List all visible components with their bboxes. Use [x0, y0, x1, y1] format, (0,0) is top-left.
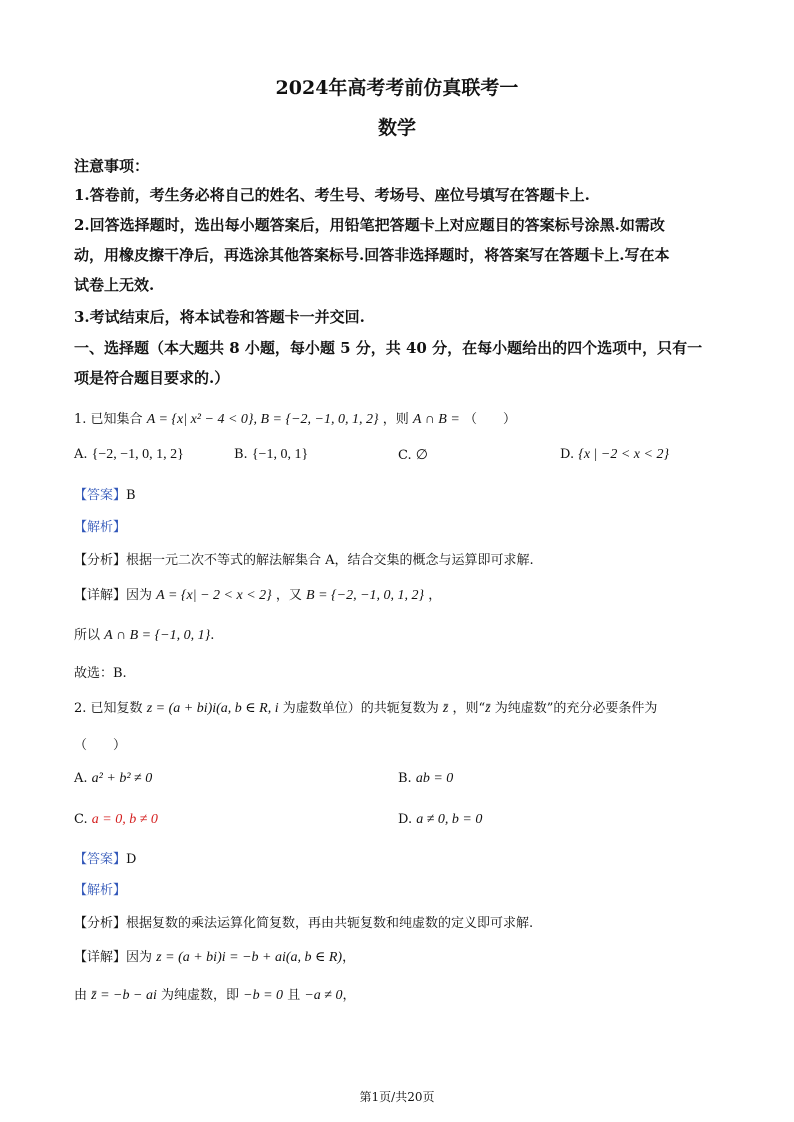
- q1-option-a-label: A.: [74, 447, 88, 462]
- q2-fenxi-text: 根据复数的乘法运算化简复数，再由共轭复数和纯虚数的定义即可求解.: [126, 916, 534, 931]
- q1-fenxi-text: 根据一元二次不等式的解法解集合 A，结合交集的概念与运算即可求解.: [126, 553, 534, 568]
- q2-xiangjie: [74, 946, 355, 966]
- q2-xiangjie-text-1: 因为: [126, 950, 153, 965]
- q2-xiangjie-math: z = (a + bi)i = −b + ai(a, b ∈ R): [156, 950, 343, 965]
- q1-option-b-label: B.: [234, 447, 248, 462]
- q1-option-c-value: ∅: [415, 448, 428, 463]
- q2-by-math-3: −a ≠ 0: [304, 988, 343, 1003]
- page-number: 第1页/共20页: [359, 1090, 435, 1104]
- q1-option-c-label: C.: [398, 448, 412, 463]
- q2-option-c-value: a = 0, b ≠ 0: [91, 812, 158, 827]
- q2-analysis: [74, 879, 126, 898]
- q1-xiangjie-set-a: A = {x| − 2 < x < 2}: [156, 588, 272, 603]
- q2-by-text-3: 且: [287, 988, 301, 1003]
- q2-analysis-tag: 【解析】: [74, 883, 127, 898]
- question-2-stem: [74, 697, 657, 717]
- notice-item-2-line-2: 动，用橡皮擦干净后，再选涂其他答案标号.回答非选择题时，将答案写在答题卡上.写在本: [74, 246, 670, 264]
- q1-stem-intersection: A ∩ B =: [412, 412, 460, 427]
- q2-stem-text-3: 为纯虚数”的充分必要条件为: [494, 701, 658, 716]
- q2-fenxi: [74, 912, 533, 931]
- q1-answer-value: B: [126, 488, 136, 503]
- q1-fenxi: [74, 549, 534, 568]
- q1-answer-tag: 【答案】: [74, 488, 127, 503]
- q1-stem-sets: A = {x| x² − 4 < 0}, B = {−2, −1, 0, 1, 2}: [146, 412, 379, 427]
- section-heading-line-2: 项是符合题目要求的.）: [74, 369, 230, 387]
- section-heading-line-1: 一、选择题（本大题共 8 小题，每小题 5 分，共 40 分，在每小题给出的四个选项中，只有一: [74, 339, 703, 357]
- q1-xiangjie-tag: 【详解】: [74, 588, 127, 603]
- q1-stem-prefix: 1. 已知集合: [74, 412, 143, 427]
- q2-stem-prefix: 2. 已知复数: [74, 701, 143, 716]
- q2-option-b: [398, 771, 453, 787]
- q2-xiangjie-text-2: ，: [342, 950, 356, 965]
- q2-stem-text-2: ，则“: [452, 701, 486, 716]
- q1-fenxi-tag: 【分析】: [74, 553, 127, 568]
- notice-item-1: 1.答卷前，考生务必将自己的姓名、考生号、考场号、座位号填写在答题卡上.: [74, 186, 590, 204]
- q2-stem-text-1: 为虚数单位）的共轭复数为: [282, 701, 439, 716]
- q2-option-d-value: a ≠ 0, b = 0: [416, 812, 483, 827]
- q2-xiangjie-tag: 【详解】: [74, 950, 127, 965]
- q2-option-c-label: C.: [74, 812, 88, 827]
- q1-answer: [74, 484, 136, 503]
- q2-option-d-label: D.: [398, 812, 413, 827]
- q2-fenxi-tag: 【分析】: [74, 916, 127, 931]
- q1-so-text: 所以: [74, 628, 101, 643]
- q2-stem-paren: （ ）: [74, 738, 127, 753]
- q1-analysis: [74, 516, 126, 535]
- notice-item-2-line-1: 2.回答选择题时，选出每小题答案后，用铅笔把答题卡上对应题目的答案标号涂黑.如需改: [74, 216, 665, 234]
- q2-stem-zbar-2: z̄: [485, 701, 491, 716]
- q1-xiangjie: [74, 584, 441, 604]
- q2-by-text-4: ，: [342, 988, 356, 1003]
- q1-choose: 故选：B.: [74, 666, 127, 681]
- q1-xiangjie-text-3: ，: [428, 588, 442, 603]
- q2-stem-zbar: z̄: [442, 701, 449, 716]
- q2-by-line: [74, 984, 356, 1004]
- q2-by-text: 由: [74, 988, 88, 1003]
- q1-stem-paren: （ ）: [463, 412, 516, 427]
- q1-xiangjie-text-2: ，又: [275, 588, 302, 603]
- notice-heading: 注意事项：: [74, 157, 150, 175]
- q2-answer-value: D: [126, 852, 137, 867]
- q1-analysis-tag: 【解析】: [74, 520, 127, 535]
- q1-option-b-value: {−1, 0, 1}: [251, 447, 309, 462]
- q2-option-a: [74, 771, 152, 787]
- q2-option-b-value: ab = 0: [415, 771, 454, 786]
- q1-option-b: [234, 447, 308, 463]
- q1-xiangjie-set-b: B = {−2, −1, 0, 1, 2}: [306, 588, 425, 603]
- q1-option-c: [398, 447, 428, 464]
- q2-option-b-label: B.: [398, 771, 412, 786]
- notice-item-2-line-3: 试卷上无效.: [74, 276, 155, 294]
- q1-so-math: A ∩ B = {−1, 0, 1}: [104, 628, 211, 643]
- q1-stem-mid: ，则: [382, 412, 409, 427]
- q1-option-a-value: {−2, −1, 0, 1, 2}: [91, 447, 184, 462]
- notice-item-3: 3.考试结束后，将本试卷和答题卡一并交回.: [74, 308, 365, 326]
- q2-by-math-1: z̄ = −b − ai: [91, 988, 157, 1003]
- q2-answer-tag: 【答案】: [74, 852, 127, 867]
- q2-option-c: [74, 812, 158, 828]
- question-1-stem: [74, 408, 516, 428]
- subject-title: 数学: [377, 117, 416, 139]
- exam-title: 2024年高考考前仿真联考一: [275, 77, 519, 99]
- q1-option-a: [74, 447, 184, 463]
- q1-option-d-value: {x | −2 < x < 2}: [578, 447, 670, 462]
- q2-option-d: [398, 812, 482, 828]
- q2-by-math-2: −b = 0: [243, 988, 284, 1003]
- q1-conclusion: [74, 624, 214, 644]
- q2-option-a-label: A.: [74, 771, 88, 786]
- q2-by-text-2: 为纯虚数，即: [160, 988, 239, 1003]
- q1-xiangjie-text-1: 因为: [126, 588, 153, 603]
- q2-option-a-value: a² + b² ≠ 0: [91, 771, 153, 786]
- q1-so-end: .: [210, 628, 215, 643]
- q2-stem-math: z = (a + bi)i(a, b ∈ R, i: [146, 701, 279, 716]
- q2-answer: [74, 848, 136, 867]
- q1-option-d: [560, 447, 669, 463]
- q1-option-d-label: D.: [560, 447, 575, 462]
